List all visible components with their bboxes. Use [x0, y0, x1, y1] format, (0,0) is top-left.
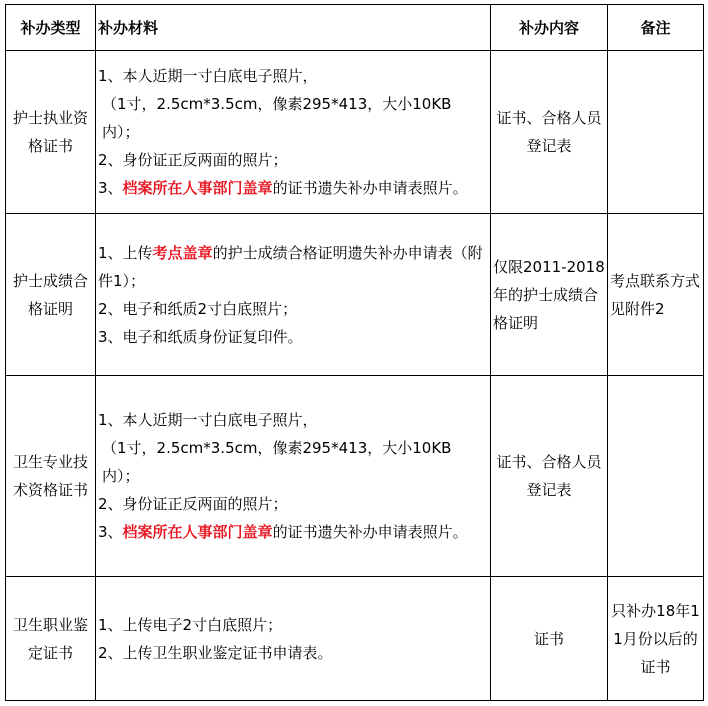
header-type: 补办类型: [6, 5, 96, 51]
materials-text: 3、: [98, 523, 123, 541]
materials-line: 1、本人近期一寸白底电子照片，: [98, 67, 318, 85]
header-content: 补办内容: [491, 5, 608, 51]
header-row: [6, 5, 704, 51]
materials-line: 2、上传卫生职业鉴定证书申请表。: [98, 643, 333, 662]
materials-line: （1寸，2.5cm*3.5cm，像素295*413，大小10KB内）；: [102, 439, 452, 485]
materials-line: [98, 174, 488, 202]
table-row: [6, 376, 704, 577]
highlight-text: 档案所在人事部门盖章: [122, 179, 273, 197]
materials-cell: [96, 51, 491, 214]
materials-line: [98, 239, 488, 295]
materials-text: 的证书遗失补办申请表照片。: [272, 179, 468, 197]
materials-text: 的证书遗失补办申请表照片。: [272, 523, 468, 541]
materials-line: 1、上传电子2寸白底照片；: [98, 615, 283, 634]
note-cell: [608, 51, 704, 214]
materials-line: （1寸，2.5cm*3.5cm，像素295*413，大小10KB内）；: [102, 95, 452, 141]
header-materials: 补办材料: [96, 5, 491, 51]
content-cell: 证书、合格人员登记表: [491, 51, 608, 214]
highlight-text: 档案所在人事部门盖章: [122, 523, 273, 541]
note-cell: [608, 376, 704, 577]
type-cell: 卫生职业鉴定证书: [6, 577, 96, 701]
note-cell: 只补办18年11月份以后的证书: [608, 577, 704, 701]
type-cell: 卫生专业技术资格证书: [6, 376, 96, 577]
materials-text: 3、: [98, 179, 123, 197]
materials-line: 2、电子和纸质2寸白底照片；: [98, 299, 298, 318]
table-row: [6, 214, 704, 376]
table-row: [6, 577, 704, 701]
materials-line: 3、电子和纸质身份证复印件。: [98, 327, 303, 346]
reissue-table: [5, 4, 704, 701]
highlight-text: 考点盖章: [152, 243, 213, 262]
materials-line: 2、身份证正反两面的照片；: [98, 495, 288, 513]
materials-cell: [96, 214, 491, 376]
type-cell: 护士执业资格证书: [6, 51, 96, 214]
materials-text: 的护士成绩合格证明遗失补办申请表（附件1）；: [98, 243, 483, 290]
materials-line: 1、本人近期一寸白底电子照片，: [98, 411, 318, 429]
materials-text: 1、上传: [98, 243, 153, 262]
content-cell: 仅限2011-2018年的护士成绩合格证明: [491, 214, 608, 376]
materials-cell: [96, 577, 491, 701]
type-cell: 护士成绩合格证明: [6, 214, 96, 376]
materials-line: 2、身份证正反两面的照片；: [98, 151, 288, 169]
materials-line: [98, 518, 488, 546]
content-cell: 证书: [491, 577, 608, 701]
content-cell: 证书、合格人员登记表: [491, 376, 608, 577]
note-cell: 考点联系方式见附件2: [608, 214, 704, 376]
materials-cell: [96, 376, 491, 577]
table-row: [6, 51, 704, 214]
header-note: 备注: [608, 5, 704, 51]
